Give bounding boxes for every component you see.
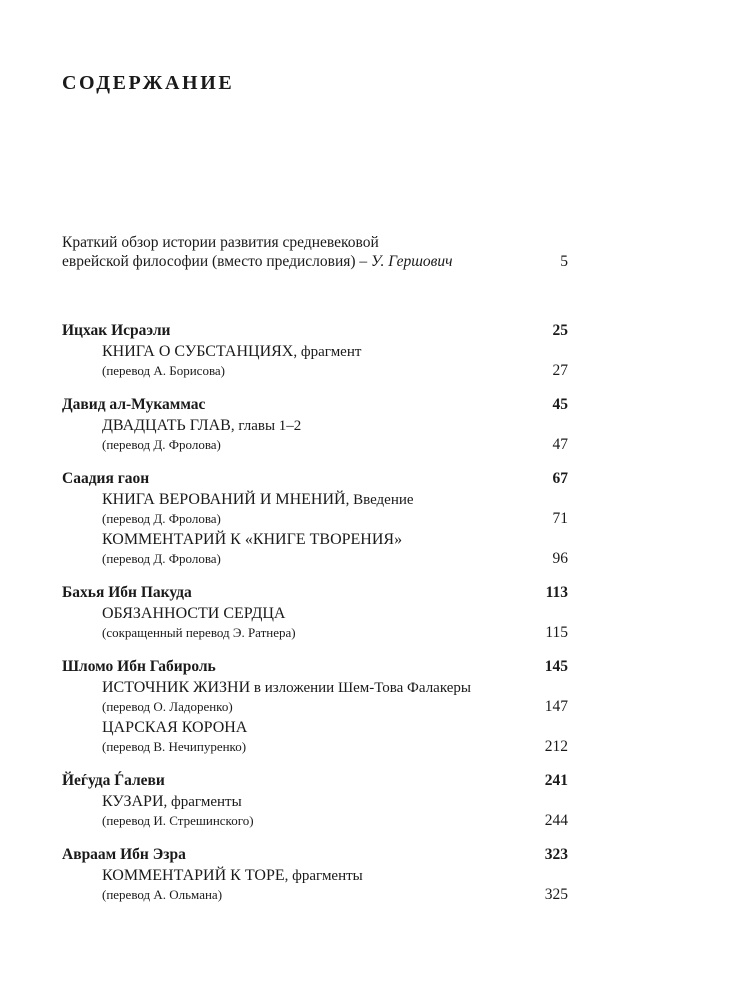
toc-section xyxy=(62,320,568,380)
toc-work-entry xyxy=(62,866,568,904)
intro-title: еврейской философии (вместо предисловия) – xyxy=(62,253,372,270)
page-number: 47 xyxy=(552,436,568,453)
toc-entry-introduction xyxy=(62,233,568,271)
toc-work-entry xyxy=(62,416,568,454)
page-number: 115 xyxy=(545,624,568,641)
page-number: 325 xyxy=(544,886,568,903)
toc-work-entry xyxy=(62,604,568,642)
work-title: КНИГА О СУБСТАНЦИЯХ xyxy=(102,343,294,360)
translator: (перевод А. Ольмана) xyxy=(102,887,223,902)
toc-work-entry xyxy=(62,490,568,528)
author-name: Авраам Ибн Эзра xyxy=(62,846,186,863)
translator-line xyxy=(62,738,568,756)
page-number: 113 xyxy=(545,584,568,601)
translator-line xyxy=(62,886,568,904)
page-title: СОДЕРЖАНИЕ xyxy=(62,72,235,94)
section-author xyxy=(62,582,568,604)
work-title-line xyxy=(62,416,568,436)
page-number: 67 xyxy=(552,470,568,487)
translator-line xyxy=(62,812,568,830)
page-number: 25 xyxy=(552,322,568,339)
work-title-line xyxy=(62,342,568,362)
toc-work-entry xyxy=(62,530,568,568)
translator-line xyxy=(62,624,568,642)
work-title-note: в изложении Шем-Това Фалакеры xyxy=(250,680,471,696)
author-name: Бахья Ибн Пакуда xyxy=(62,584,192,601)
page-number: 5 xyxy=(560,253,568,270)
page-number: 147 xyxy=(544,698,568,715)
intro-line-2 xyxy=(62,252,568,271)
translator: (перевод А. Борисова) xyxy=(102,363,226,378)
author-name: Ицхак Исраэли xyxy=(62,322,171,339)
work-title: КОММЕНТАРИЙ К «КНИГЕ ТВОРЕНИЯ» xyxy=(102,531,403,548)
page-number: 71 xyxy=(552,510,568,527)
intro-author: У. Гершович xyxy=(371,253,453,270)
translator-line xyxy=(62,436,568,454)
translator-line xyxy=(62,550,568,568)
table-of-contents xyxy=(62,233,568,918)
translator: (перевод О. Ладоренко) xyxy=(102,699,233,714)
author-name: Давид ал-Мукаммас xyxy=(62,396,206,413)
author-name: Шломо Ибн Габироль xyxy=(62,658,216,675)
work-title-note: , фрагмент xyxy=(293,344,362,360)
section-author xyxy=(62,656,568,678)
toc-work-entry xyxy=(62,792,568,830)
toc-work-entry xyxy=(62,678,568,716)
work-title-note: , главы 1–2 xyxy=(230,418,302,434)
work-title-note: , фрагменты xyxy=(284,868,363,884)
work-title: КУЗАРИ xyxy=(102,793,164,810)
work-title-line xyxy=(62,792,568,812)
intro-line-1: Краткий обзор истории развития средневековой xyxy=(62,234,379,251)
work-title-line xyxy=(62,718,568,738)
toc-work-entry xyxy=(62,342,568,380)
page-number: 145 xyxy=(544,658,568,675)
page-number: 96 xyxy=(552,550,568,567)
author-name: Йеѓуда Ѓалеви xyxy=(62,772,165,789)
translator: (перевод И. Стрешинского) xyxy=(102,813,254,828)
author-name: Саадия гаон xyxy=(62,470,150,487)
toc-section xyxy=(62,468,568,568)
page-number: 27 xyxy=(552,362,568,379)
translator-line xyxy=(62,362,568,380)
toc-work-entry xyxy=(62,718,568,756)
work-title-note: , Введение xyxy=(345,492,414,508)
page-number: 244 xyxy=(544,812,568,829)
work-title-note: , фрагменты xyxy=(163,794,242,810)
work-title-line xyxy=(62,678,568,698)
section-author xyxy=(62,468,568,490)
work-title-line xyxy=(62,490,568,510)
translator-line xyxy=(62,510,568,528)
work-title: ДВАДЦАТЬ ГЛАВ xyxy=(102,417,231,434)
section-author xyxy=(62,320,568,342)
page-number: 241 xyxy=(544,772,568,789)
translator: (сокращенный перевод Э. Ратнера) xyxy=(102,625,296,640)
work-title: ОБЯЗАННОСТИ СЕРДЦА xyxy=(102,605,286,622)
toc-section xyxy=(62,656,568,756)
section-author xyxy=(62,844,568,866)
work-title-line xyxy=(62,530,568,550)
translator: (перевод Д. Фролова) xyxy=(102,511,221,526)
translator: (перевод Д. Фролова) xyxy=(102,551,221,566)
page-number: 212 xyxy=(544,738,568,755)
section-author xyxy=(62,770,568,792)
toc-section xyxy=(62,770,568,830)
sections-list xyxy=(62,320,568,904)
page-number: 323 xyxy=(544,846,568,863)
work-title: ИСТОЧНИК ЖИЗНИ xyxy=(102,679,251,696)
page-number: 45 xyxy=(552,396,568,413)
section-author xyxy=(62,394,568,416)
work-title: КНИГА ВЕРОВАНИЙ И МНЕНИЙ xyxy=(102,491,346,508)
toc-section xyxy=(62,844,568,904)
translator: (перевод Д. Фролова) xyxy=(102,437,221,452)
work-title-line xyxy=(62,866,568,886)
work-title-line xyxy=(62,604,568,624)
work-title: КОММЕНТАРИЙ К ТОРЕ xyxy=(102,867,285,884)
work-title: ЦАРСКАЯ КОРОНА xyxy=(102,719,248,736)
translator-line xyxy=(62,698,568,716)
toc-section xyxy=(62,582,568,642)
translator: (перевод В. Нечипуренко) xyxy=(102,739,247,754)
toc-section xyxy=(62,394,568,454)
